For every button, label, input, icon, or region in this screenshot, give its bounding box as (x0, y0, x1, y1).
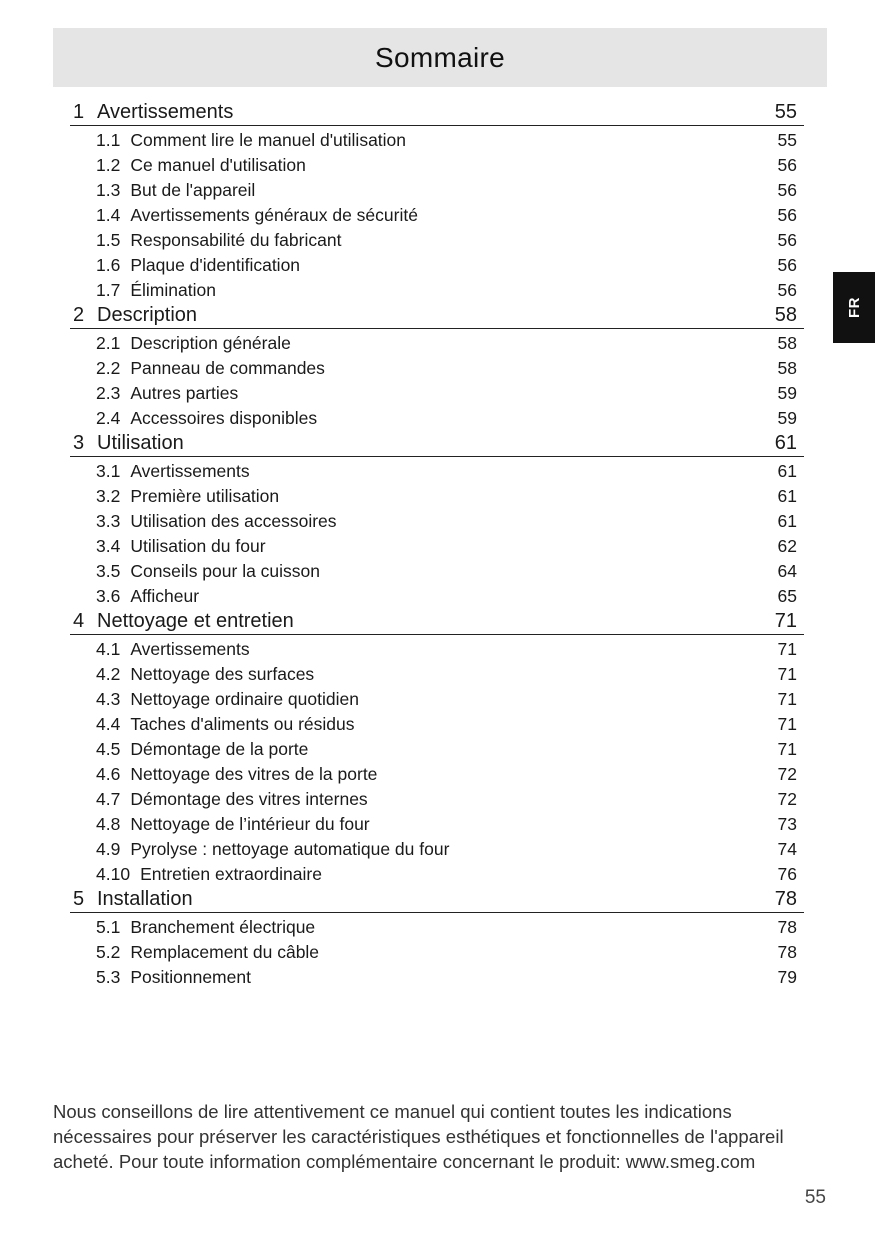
toc-entry[interactable] (70, 534, 804, 559)
toc-entry-number: 5.3 (96, 967, 121, 987)
toc-entry-page: 61 (777, 511, 797, 531)
toc-entry-title: Entretien extraordinaire (140, 864, 322, 884)
toc-entry-page: 78 (777, 942, 797, 962)
toc-section-heading-label (73, 888, 193, 911)
toc-entry[interactable] (70, 940, 804, 965)
toc-entry-number: 1.2 (96, 155, 121, 175)
toc-entry-label (96, 205, 418, 226)
toc-entry-label (96, 255, 300, 276)
toc-entry-page: 59 (777, 408, 797, 428)
toc-entry-page: 59 (777, 383, 797, 403)
toc-entry-label (96, 230, 341, 251)
toc-entry-label (96, 586, 199, 607)
toc-entry-label (96, 333, 291, 354)
toc-entry-title: Afficheur (130, 586, 200, 606)
toc-entry-label (96, 130, 406, 151)
toc-entry-title: Nettoyage ordinaire quotidien (130, 689, 359, 709)
toc-entry-list (70, 913, 804, 990)
toc-entry[interactable] (70, 381, 804, 406)
toc-section-title: Installation (97, 888, 193, 910)
toc-entry[interactable] (70, 128, 804, 153)
toc-entry-label (96, 461, 250, 482)
toc-entry-label (96, 358, 325, 379)
toc-entry-number: 4.10 (96, 864, 131, 884)
toc-section-number: 1 (73, 101, 85, 123)
toc-entry-number: 4.3 (96, 689, 121, 709)
toc-section-title: Avertissements (97, 101, 234, 123)
toc-section-page: 78 (774, 888, 797, 910)
toc-section (70, 303, 804, 431)
toc-entry-label (96, 180, 255, 201)
toc-entry-list (70, 126, 804, 303)
toc-entry-number: 2.3 (96, 383, 121, 403)
toc-entry-label (96, 536, 266, 557)
toc-entry-number: 1.1 (96, 130, 121, 150)
toc-section (70, 887, 804, 990)
toc-entry[interactable] (70, 484, 804, 509)
toc-entry-title: Branchement électrique (130, 917, 316, 937)
toc-entry-page: 55 (777, 130, 797, 150)
toc-entry-number: 1.3 (96, 180, 121, 200)
toc-entry-title: Ce manuel d'utilisation (130, 155, 306, 175)
toc-entry-number: 2.1 (96, 333, 121, 353)
toc-entry-title: Autres parties (130, 383, 239, 403)
toc-entry-title: Comment lire le manuel d'utilisation (130, 130, 407, 150)
toc-entry[interactable] (70, 356, 804, 381)
toc-entry[interactable] (70, 406, 804, 431)
toc-section-heading-label (73, 610, 294, 633)
toc-entry-title: Élimination (130, 280, 216, 300)
footer-note: Nous conseillons de lire attentivement ce manuel qui contient toutes les indications nécessaires pour préserver les caractéristiques esthétiques et fonctionnelles de l'appareil acheté. Pour toute information complémentaire concernant le produit: www.smeg.com (53, 1101, 784, 1172)
toc-section-number: 4 (73, 610, 85, 632)
toc-entry[interactable] (70, 228, 804, 253)
toc-entry-page: 61 (777, 486, 797, 506)
language-tab (833, 272, 875, 343)
toc-entry-label (96, 789, 368, 810)
toc-entry[interactable] (70, 662, 804, 687)
toc-section-heading[interactable] (70, 609, 804, 635)
toc-entry-page: 79 (777, 967, 797, 987)
toc-entry[interactable] (70, 837, 804, 862)
toc-section-page: 58 (774, 304, 797, 326)
toc-entry-label (96, 383, 238, 404)
toc-section-heading[interactable] (70, 100, 804, 126)
toc-entry[interactable] (70, 712, 804, 737)
toc-entry-title: Démontage des vitres internes (130, 789, 368, 809)
toc-section-heading[interactable] (70, 431, 804, 457)
toc-entry-number: 3.1 (96, 461, 121, 481)
toc-entry-title: Nettoyage de l’intérieur du four (130, 814, 370, 834)
toc-entry-page: 78 (777, 917, 797, 937)
toc-section-heading[interactable] (70, 303, 804, 329)
toc-entry[interactable] (70, 253, 804, 278)
toc-entry-title: Panneau de commandes (130, 358, 325, 378)
toc-entry-label (96, 511, 337, 532)
toc-entry-number: 2.2 (96, 358, 121, 378)
toc-section-page: 61 (774, 432, 797, 454)
toc-entry-title: Utilisation du four (130, 536, 266, 556)
toc-entry-number: 4.6 (96, 764, 121, 784)
toc-section-heading-label (73, 304, 197, 327)
toc-entry-number: 3.3 (96, 511, 121, 531)
toc-entry[interactable] (70, 862, 804, 887)
toc-entry-title: Accessoires disponibles (130, 408, 318, 428)
language-tab-label: FR (845, 297, 863, 318)
toc-entry-page: 72 (777, 789, 797, 809)
toc-entry-page: 56 (777, 255, 797, 275)
toc-entry-title: Description générale (130, 333, 291, 353)
toc-entry-label (96, 486, 279, 507)
toc-entry-page: 72 (777, 764, 797, 784)
toc-entry-label (96, 714, 354, 735)
toc-entry[interactable] (70, 559, 804, 584)
toc-entry-page: 56 (777, 205, 797, 225)
toc-entry-number: 1.5 (96, 230, 121, 250)
toc-entry-page: 56 (777, 280, 797, 300)
toc-entry[interactable] (70, 812, 804, 837)
toc-entry-number: 4.1 (96, 639, 121, 659)
toc-entry-list (70, 635, 804, 887)
toc-entry-label (96, 917, 315, 938)
toc-entry-title: Positionnement (130, 967, 251, 987)
toc-entry-title: Taches d'aliments ou résidus (130, 714, 355, 734)
toc-section-number: 3 (73, 432, 85, 454)
toc-entry-list (70, 457, 804, 609)
toc-entry-page: 58 (777, 333, 797, 353)
toc-entry-title: Pyrolyse : nettoyage automatique du four (130, 839, 450, 859)
toc-entry-page: 61 (777, 461, 797, 481)
toc-section-title: Utilisation (97, 432, 184, 454)
toc-section (70, 100, 804, 303)
page-title: Sommaire (375, 41, 505, 73)
toc-entry[interactable] (70, 965, 804, 990)
toc-entry-page: 76 (777, 864, 797, 884)
toc-entry-page: 62 (777, 536, 797, 556)
toc-entry-page: 73 (777, 814, 797, 834)
toc-entry-page: 58 (777, 358, 797, 378)
toc-entry-title: Première utilisation (130, 486, 280, 506)
title-bar (53, 28, 827, 87)
toc-entry-number: 3.4 (96, 536, 121, 556)
table-of-contents (70, 100, 804, 990)
toc-entry-number: 1.4 (96, 205, 121, 225)
toc-entry-number: 5.2 (96, 942, 121, 962)
toc-entry-number: 4.9 (96, 839, 121, 859)
toc-entry-page: 56 (777, 180, 797, 200)
toc-entry-page: 71 (777, 664, 797, 684)
toc-entry[interactable] (70, 737, 804, 762)
toc-entry-title: But de l'appareil (130, 180, 256, 200)
toc-entry-title: Nettoyage des surfaces (130, 664, 315, 684)
toc-entry-number: 3.2 (96, 486, 121, 506)
toc-entry-title: Plaque d'identification (130, 255, 301, 275)
toc-entry[interactable] (70, 153, 804, 178)
toc-entry-title: Avertissements généraux de sécurité (130, 205, 418, 225)
toc-entry-number: 4.7 (96, 789, 121, 809)
toc-entry-number: 3.6 (96, 586, 121, 606)
toc-entry-title: Responsabilité du fabricant (130, 230, 342, 250)
toc-entry-title: Nettoyage des vitres de la porte (130, 764, 378, 784)
toc-entry-number: 4.8 (96, 814, 121, 834)
toc-entry-page: 64 (777, 561, 797, 581)
toc-entry[interactable] (70, 687, 804, 712)
toc-entry-number: 5.1 (96, 917, 121, 937)
toc-entry-title: Démontage de la porte (130, 739, 309, 759)
toc-section-page: 71 (774, 610, 797, 632)
toc-entry[interactable] (70, 637, 804, 662)
toc-entry-number: 4.5 (96, 739, 121, 759)
toc-entry-page: 71 (777, 714, 797, 734)
toc-entry-title: Conseils pour la cuisson (130, 561, 321, 581)
toc-section (70, 431, 804, 609)
toc-entry[interactable] (70, 203, 804, 228)
toc-entry[interactable] (70, 915, 804, 940)
toc-entry-title: Utilisation des accessoires (130, 511, 337, 531)
toc-entry-number: 4.4 (96, 714, 121, 734)
toc-section-heading[interactable] (70, 887, 804, 913)
toc-entry-page: 71 (777, 689, 797, 709)
toc-entry[interactable] (70, 331, 804, 356)
toc-entry[interactable] (70, 278, 804, 303)
page-number: 55 (804, 1187, 826, 1208)
toc-entry-page: 71 (777, 639, 797, 659)
toc-entry-page: 56 (777, 230, 797, 250)
toc-section-title: Nettoyage et entretien (97, 610, 294, 632)
toc-section-page: 55 (774, 101, 797, 123)
toc-entry-title: Avertissements (130, 639, 250, 659)
toc-entry[interactable] (70, 584, 804, 609)
toc-entry-label (96, 764, 377, 785)
toc-entry[interactable] (70, 509, 804, 534)
toc-section-heading-label (73, 101, 233, 124)
toc-entry-label (96, 561, 320, 582)
toc-section-number: 2 (73, 304, 85, 326)
toc-entry-page: 74 (777, 839, 797, 859)
toc-entry-title: Remplacement du câble (130, 942, 320, 962)
toc-entry[interactable] (70, 787, 804, 812)
toc-entry-number: 2.4 (96, 408, 121, 428)
toc-section-heading-label (73, 432, 184, 455)
toc-entry[interactable] (70, 459, 804, 484)
toc-entry-number: 3.5 (96, 561, 121, 581)
toc-entry-label (96, 739, 308, 760)
toc-entry-label (96, 155, 306, 176)
toc-entry-label (96, 639, 250, 660)
toc-entry-label (96, 839, 449, 860)
toc-entry-label (96, 664, 314, 685)
toc-entry-number: 1.6 (96, 255, 121, 275)
toc-section-number: 5 (73, 888, 85, 910)
toc-section (70, 609, 804, 887)
toc-entry-label (96, 280, 216, 301)
toc-entry-label (96, 942, 319, 963)
toc-entry-number: 4.2 (96, 664, 121, 684)
toc-entry-list (70, 329, 804, 431)
toc-section-title: Description (97, 304, 198, 326)
toc-entry-label (96, 864, 322, 885)
toc-entry-page: 65 (777, 586, 797, 606)
toc-entry-title: Avertissements (130, 461, 250, 481)
toc-entry-label (96, 814, 370, 835)
toc-entry-label (96, 408, 317, 429)
toc-entry-number: 1.7 (96, 280, 121, 300)
toc-entry-label (96, 967, 251, 988)
toc-entry-page: 71 (777, 739, 797, 759)
toc-entry-label (96, 689, 359, 710)
toc-entry[interactable] (70, 178, 804, 203)
toc-entry[interactable] (70, 762, 804, 787)
toc-entry-page: 56 (777, 155, 797, 175)
